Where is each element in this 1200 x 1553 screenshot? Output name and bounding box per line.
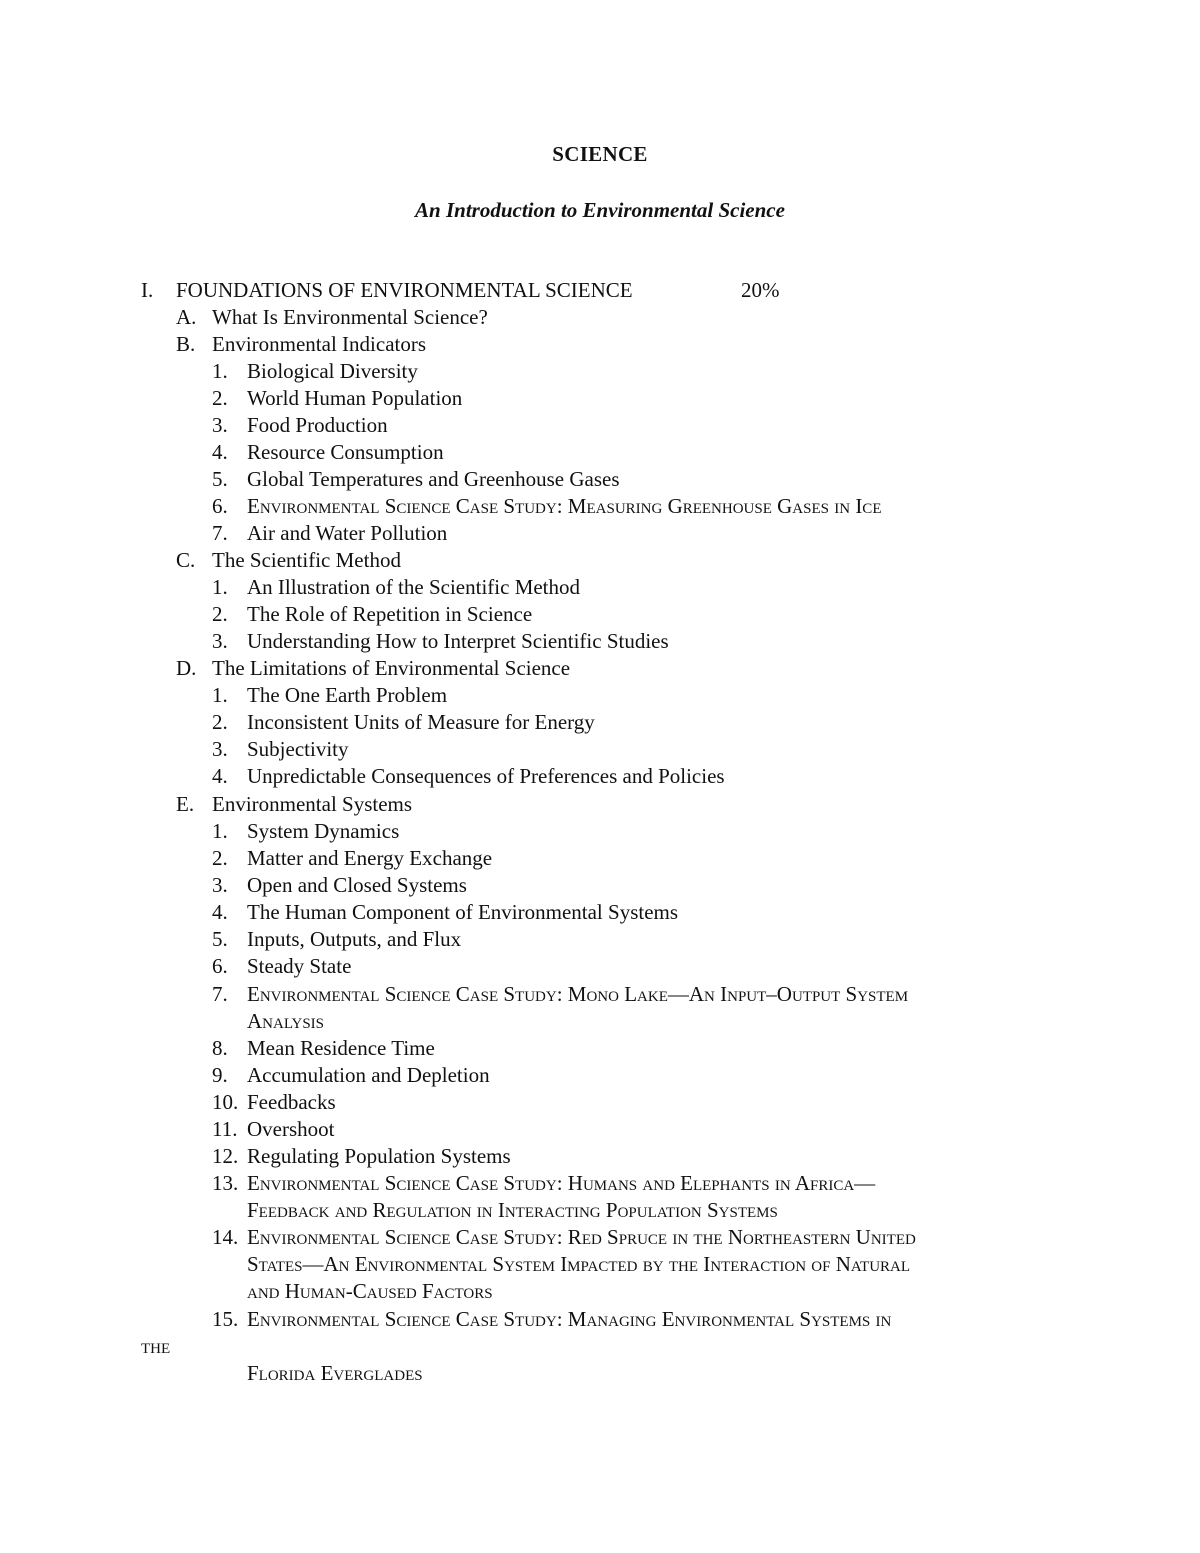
list-item-number: 3. [212,629,228,653]
list-item-number: 1. [212,359,228,383]
case-study-item: Environmental Science Case Study: Red Spruce in the Northeastern United [247,1225,916,1249]
outline-heading: Environmental Systems [212,792,413,816]
page-title: SCIENCE [552,142,648,166]
list-item-number: 10. [212,1090,239,1114]
list-item: Unpredictable Consequences of Preferences and Policies [247,764,725,788]
list-item: Matter and Energy Exchange [247,846,493,870]
outline-letter: B. [176,332,196,356]
list-item-number: 2. [212,386,228,410]
list-item-number: 14. [212,1225,239,1249]
list-item-number: 5. [212,467,228,491]
list-item-number: 2. [212,846,228,870]
case-study-item: Environmental Science Case Study: Measuring Greenhouse Gases in Ice [247,494,882,518]
list-item: Accumulation and Depletion [247,1063,490,1087]
case-study-item-continued: Analysis [247,1009,325,1033]
section-label: FOUNDATIONS OF ENVIRONMENTAL SCIENCE [176,278,633,302]
list-item: Overshoot [247,1117,335,1141]
list-item-number: 2. [212,710,228,734]
list-item-number: 5. [212,927,228,951]
section-percent: 20% [741,278,780,302]
list-item-number: 3. [212,873,228,897]
list-item: System Dynamics [247,819,400,843]
list-item-number: 13. [212,1171,239,1195]
case-study-item-continued: and Human-Caused Factors [247,1279,493,1303]
list-item: Mean Residence Time [247,1036,435,1060]
list-item: Inputs, Outputs, and Flux [247,927,462,951]
list-item-number: 3. [212,413,228,437]
list-item: Regulating Population Systems [247,1144,511,1168]
list-item: The Role of Repetition in Science [247,602,533,626]
list-item: Steady State [247,954,352,978]
section-heading [141,277,153,304]
list-item: Open and Closed Systems [247,873,467,897]
outline-letter: D. [176,656,197,680]
list-item-number: 9. [212,1063,228,1087]
list-item: Feedbacks [247,1090,336,1114]
list-item-number: 8. [212,1036,228,1060]
list-item-number: 7. [212,982,228,1006]
list-item: Biological Diversity [247,359,418,383]
list-item: The One Earth Problem [247,683,448,707]
list-item-number: 4. [212,764,228,788]
case-study-item-continued: Florida Everglades [247,1361,423,1385]
case-study-item-continued: States—An Environmental System Impacted by the Interaction of Natural [247,1252,911,1276]
outline-letter: E. [176,792,195,816]
list-item-number: 4. [212,440,228,464]
list-item-number: 2. [212,602,228,626]
list-item-number: 6. [212,954,228,978]
list-item: Understanding How to Interpret Scientific Studies [247,629,669,653]
case-study-item-continued: Feedback and Regulation in Interacting Population Systems [247,1198,778,1222]
outline-heading: The Scientific Method [212,548,401,572]
case-study-item: Environmental Science Case Study: Managing Environmental Systems in [247,1307,892,1331]
outline-heading: Environmental Indicators [212,332,427,356]
outline-heading: What Is Environmental Science? [212,305,488,329]
list-item: The Human Component of Environmental Systems [247,900,679,924]
outline-letter: C. [176,548,196,572]
page-subtitle: An Introduction to Environmental Science [415,198,785,222]
list-item-number: 6. [212,494,228,518]
case-study-item-wrap: the [141,1334,171,1358]
section-numeral: I. [141,278,154,302]
list-item: An Illustration of the Scientific Method [247,575,581,599]
list-item: Inconsistent Units of Measure for Energy [247,710,595,734]
list-item-number: 7. [212,521,228,545]
list-item: Subjectivity [247,737,349,761]
list-item-number: 1. [212,683,228,707]
case-study-item: Environmental Science Case Study: Humans and Elephants in Africa— [247,1171,876,1195]
list-item: Food Production [247,413,388,437]
list-item-number: 4. [212,900,228,924]
outline-letter: A. [176,305,197,329]
list-item-number: 15. [212,1307,239,1331]
list-item: Air and Water Pollution [247,521,448,545]
outline-heading: The Limitations of Environmental Science [212,656,571,680]
list-item-number: 12. [212,1144,239,1168]
list-item-number: 1. [212,575,228,599]
case-study-item: Environmental Science Case Study: Mono Lake—An Input–Output System [247,982,909,1006]
list-item: World Human Population [247,386,463,410]
list-item: Global Temperatures and Greenhouse Gases [247,467,620,491]
list-item-number: 3. [212,737,228,761]
list-item-number: 1. [212,819,228,843]
list-item-number: 11. [212,1117,238,1141]
list-item: Resource Consumption [247,440,444,464]
